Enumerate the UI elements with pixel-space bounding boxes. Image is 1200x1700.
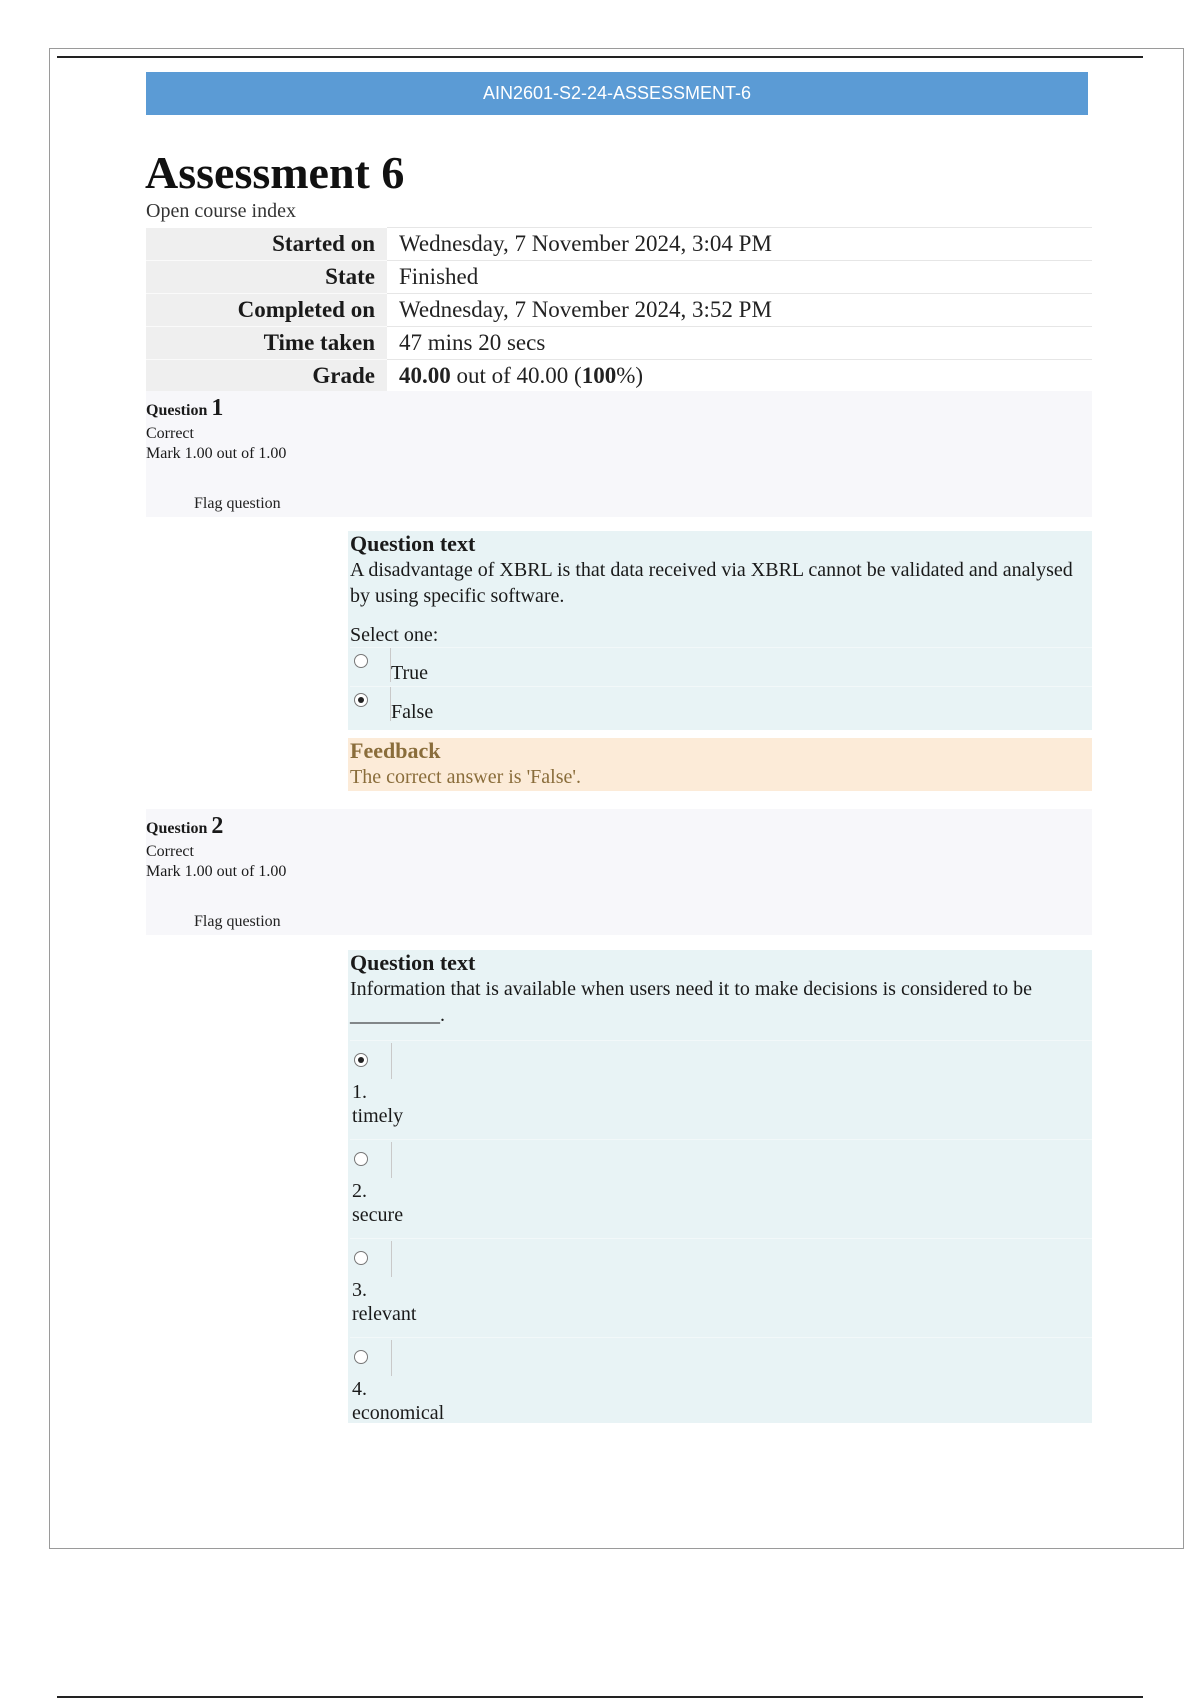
question-mark: Mark 1.00 out of 1.00	[146, 863, 287, 880]
summary-label: Completed on	[146, 294, 387, 327]
attempt-summary-table	[146, 227, 1092, 393]
question-2-info	[146, 809, 1092, 935]
option-divider	[391, 1142, 392, 1178]
summary-row	[146, 327, 1092, 360]
grade-out-of: out of 40.00 (	[450, 363, 582, 389]
question-number	[146, 813, 223, 840]
grade-percent-sign: %)	[616, 363, 644, 389]
option-divider	[391, 1241, 392, 1277]
summary-value: Finished	[387, 261, 1092, 294]
question-mark: Mark 1.00 out of 1.00	[146, 445, 287, 462]
feedback-heading: Feedback	[350, 738, 441, 763]
summary-label: Started on	[146, 228, 387, 261]
answer-label: secure	[352, 1204, 404, 1226]
question-1-feedback	[348, 738, 1092, 791]
option-number: 2.	[352, 1180, 367, 1202]
flag-question-link[interactable]: Flag question	[194, 913, 281, 930]
summary-label: State	[146, 261, 387, 294]
summary-row	[146, 228, 1092, 261]
page-bottom-rule	[57, 1696, 1143, 1698]
feedback-text: The correct answer is 'False'.	[350, 766, 582, 788]
question-prefix: Question	[146, 402, 212, 419]
answer-option-false[interactable]	[350, 686, 1092, 725]
radio-unselected-icon[interactable]	[354, 1152, 368, 1166]
grade-value	[387, 360, 1092, 393]
option-number: 3.	[352, 1279, 367, 1301]
summary-row	[146, 294, 1092, 327]
summary-value: Wednesday, 7 November 2024, 3:04 PM	[387, 228, 1092, 261]
flag-question-link[interactable]: Flag question	[194, 495, 281, 512]
question-text-heading: Question text	[350, 531, 476, 556]
question-text-heading: Question text	[350, 950, 476, 975]
option-number: 4.	[352, 1378, 367, 1400]
question-2-formulation	[348, 950, 1092, 1423]
radio-unselected-icon[interactable]	[354, 1251, 368, 1265]
answer-label: False	[391, 701, 434, 723]
question-status: Correct	[146, 425, 194, 442]
option-divider	[391, 1340, 392, 1376]
answer-option-2[interactable]	[350, 1139, 1092, 1238]
answer-option-1[interactable]	[350, 1040, 1092, 1139]
summary-value: 47 mins 20 secs	[387, 327, 1092, 360]
summary-row-grade	[146, 360, 1092, 393]
radio-unselected-icon[interactable]	[354, 1350, 368, 1364]
answer-option-4[interactable]	[350, 1337, 1092, 1436]
question-number-value: 2	[211, 813, 224, 839]
question-status: Correct	[146, 843, 194, 860]
answer-label: True	[391, 662, 429, 684]
question-text: A disadvantage of XBRL is that data received via XBRL cannot be validated and analysed by using specific software.	[350, 559, 1073, 607]
grade-label: Grade	[146, 360, 387, 393]
question-1-info	[146, 391, 1092, 517]
open-course-index-link[interactable]: Open course index	[146, 200, 296, 222]
select-one-prompt: Select one:	[350, 624, 439, 646]
question-text: Information that is available when users need it to make decisions is considered to be _________.	[350, 978, 1033, 1026]
answer-option-3[interactable]	[350, 1238, 1092, 1337]
question-number-value: 1	[211, 395, 224, 421]
answer-label: relevant	[352, 1303, 417, 1325]
option-number: 1.	[352, 1081, 367, 1103]
answer-label: economical	[352, 1402, 445, 1424]
radio-unselected-icon[interactable]	[354, 654, 368, 668]
summary-row	[146, 261, 1092, 294]
summary-value: Wednesday, 7 November 2024, 3:52 PM	[387, 294, 1092, 327]
question-prefix: Question	[146, 820, 212, 837]
page-title: Assessment 6	[145, 147, 405, 198]
answer-option-true[interactable]	[350, 647, 1092, 686]
grade-percent: 100	[581, 363, 617, 389]
option-divider	[391, 1043, 392, 1079]
answer-label: timely	[352, 1105, 404, 1127]
question-1-formulation	[348, 531, 1092, 730]
question-number	[146, 395, 223, 422]
course-banner-label: AIN2601-S2-24-ASSESSMENT-6	[482, 83, 752, 103]
radio-selected-icon[interactable]	[354, 693, 368, 707]
course-banner	[146, 72, 1088, 115]
summary-label: Time taken	[146, 327, 387, 360]
radio-selected-icon[interactable]	[354, 1053, 368, 1067]
grade-score: 40.00	[399, 363, 451, 389]
